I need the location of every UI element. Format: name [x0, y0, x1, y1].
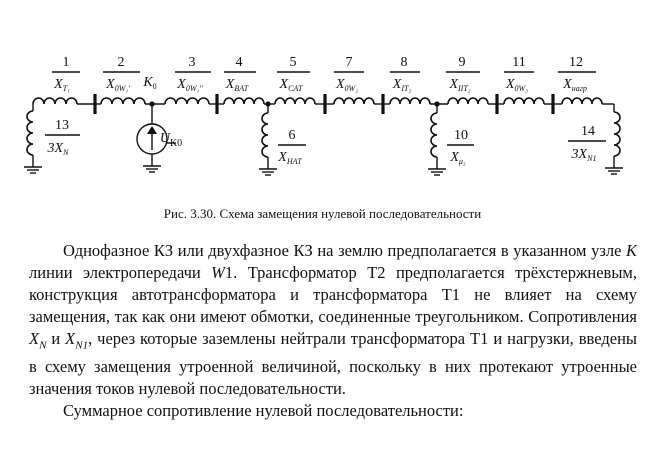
element-label-9	[446, 55, 480, 93]
node-label: $K_0$	[143, 75, 157, 91]
branch-13	[24, 111, 42, 173]
svg-text:XCAT: $X_{CAT}$	[279, 77, 303, 93]
svg-text:Xнагр: $X_{нагр}$	[563, 77, 587, 93]
element-1-coil	[33, 98, 77, 104]
svg-text:14: 14	[581, 124, 595, 139]
element-4-coil	[224, 98, 264, 104]
figure-caption: Рис. 3.30. Схема замещения нулевой последовательности	[163, 206, 482, 221]
svg-text:13: 13	[55, 118, 69, 133]
element-11-coil	[504, 98, 544, 104]
element-label-8	[390, 55, 420, 93]
element-label-4	[224, 55, 256, 93]
source-label	[160, 131, 182, 149]
svg-text:12: 12	[569, 55, 583, 70]
svg-text:3XN: $3X_N$	[47, 141, 69, 157]
svg-text:7: 7	[345, 55, 353, 70]
svg-text:XIT₂: $X_{IT_2}$	[392, 77, 412, 93]
body-text	[29, 240, 637, 422]
svg-text:8: 8	[400, 55, 408, 70]
svg-text:3XN1: $3X_{N1}$	[571, 147, 597, 163]
branch-10	[428, 104, 446, 175]
paragraph-1: Однофазное КЗ или двухфазное КЗ на землю предполагается в указанном узле K линии электропередачи W1. Трансформатор Т2 предполагается трёхстержневым, конструкция автотрансформатора и трансформатора Т1 не влияет на схему замещения, так как они имеют обмотки, соединенные треугольником. Сопротивления $X_N$ и $X_{N1}$, через которые заземлены нейтрали трансформатора Т1 и нагрузки, введены в схему замещения утроенной величиной, поскольку в них протекают утроенные значения токов нулевой последовательности.	[29, 241, 637, 399]
element-5-coil	[275, 98, 315, 104]
branch-label-6	[277, 128, 306, 166]
element-9-coil	[448, 98, 488, 104]
element-label-5	[277, 55, 310, 93]
svg-text:X0W₁'': $X_{0W_1''}$	[177, 77, 203, 93]
svg-text:XHAT: $X_{HAT}$	[278, 150, 302, 166]
svg-text:X0W₃: $X_{0W_3}$	[505, 77, 529, 93]
element-label-12	[558, 55, 596, 93]
svg-text:XT₁: $X_{T_1}$	[54, 77, 70, 93]
paragraph-2: Суммарное сопротивление нулевой последовательности:	[63, 401, 464, 421]
branch-label-13	[45, 118, 80, 157]
element-7-coil	[334, 98, 374, 104]
branch-6	[259, 104, 277, 175]
svg-text:XIIT₂: $X_{IIT_2}$	[449, 77, 471, 93]
svg-text:X0W₁': $X_{0W_1'}$	[106, 77, 130, 93]
svg-text:UK0: $U_{K0}$	[159, 131, 183, 149]
svg-text:2: 2	[117, 55, 125, 70]
element-12-coil	[562, 98, 602, 104]
branch-label-14	[568, 124, 606, 163]
element-label-2	[103, 55, 140, 93]
element-3-coil	[165, 98, 209, 104]
element-8-coil	[390, 98, 430, 104]
svg-text:10: 10	[454, 128, 468, 143]
element-label-1	[52, 55, 80, 93]
main-line	[33, 94, 614, 114]
svg-text:9: 9	[458, 55, 466, 70]
branch-14	[605, 112, 623, 174]
zero-sequence-circuit-diagram	[0, 0, 645, 200]
svg-text:5: 5	[289, 55, 297, 70]
svg-text:X0W₂: $X_{0W_2}$	[335, 77, 359, 93]
svg-text:6: 6	[288, 128, 296, 143]
element-2-coil	[101, 98, 145, 104]
element-label-7	[334, 55, 364, 93]
svg-text:1: 1	[62, 55, 70, 70]
svg-text:3: 3	[188, 55, 196, 70]
svg-text:11: 11	[512, 55, 526, 70]
element-label-3	[175, 55, 211, 93]
element-label-11	[504, 55, 534, 93]
branch-label-10	[447, 128, 474, 166]
svg-text:Xμ₃: $X_{\mu_3}$	[450, 150, 466, 166]
svg-text:4: 4	[235, 55, 243, 70]
svg-text:XBAT: $X_{BAT}$	[225, 77, 249, 93]
